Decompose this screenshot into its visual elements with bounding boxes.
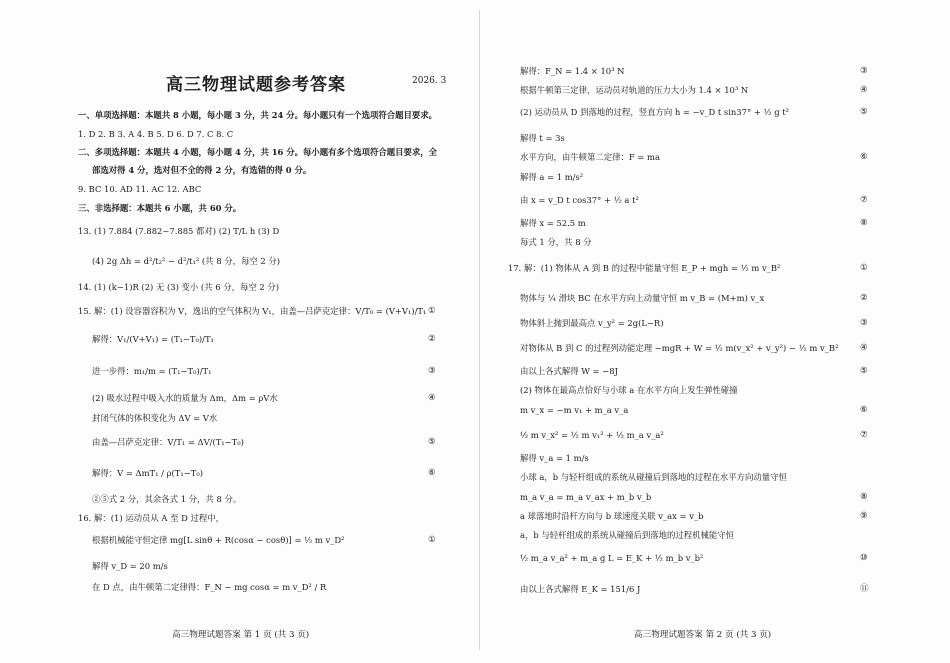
r-line: 每式 1 分，共 8 分 — [520, 237, 592, 247]
q15-line-4: (2) 吸水过程中吸入水的质量为 Δm，Δm = ρV水 — [92, 393, 278, 403]
page-divider — [479, 10, 480, 650]
q15-scoring-note: ②⑤式 2 分，其余各式 1 分，共 8 分。 — [92, 494, 242, 504]
r-line: a，b 与轻杆组成的系统从碰撞后到落地的过程机械能守恒 — [520, 530, 735, 540]
q17-intro: 17. 解：(1) 物体从 A 到 B 的过程中能量守恒 E_P + mgh = ½ m v_B² — [508, 263, 781, 273]
equation-mark: ③ — [860, 66, 868, 76]
equation-mark: ③ — [860, 318, 868, 328]
section-3-heading: 三、非选择题：本题共 6 小题，共 60 分。 — [78, 203, 242, 213]
q16-line-4: 在 D 点，由牛顿第二定律得：F_N − mg cosα = m v_D² / R — [92, 582, 327, 592]
q15-intro: 15. 解：(1) 设容器容积为 V，逸出的空气体积为 V₁，由盖—吕萨克定律：V/T₀ = (V+V₁)/T₁ — [78, 306, 427, 316]
r-line: 小球 a，b 与轻杆组成的系统从碰撞后到落地的过程在水平方向动量守恒 — [520, 472, 787, 482]
r-line: 由以上各式解得 W = −8J — [520, 366, 618, 376]
r-line: (2) 物体在最高点恰好与小球 a 在水平方向上发生弹性碰撞 — [520, 385, 738, 395]
equation-mark: ⑥ — [860, 152, 868, 162]
section-1-heading: 一、单项选择题：本题共 8 小题，每小题 3 分，共 24 分。每小题只有一个选项符合题目要求。 — [78, 110, 438, 120]
section-1-answers: 1. D 2. B 3. A 4. B 5. D 6. D 7. C 8. C — [78, 129, 234, 139]
section-2-heading: 二、多项选择题：本题共 4 小题，每小题 4 分，共 16 分。每小题有多个选项符合题目要求，全 — [78, 147, 438, 157]
exam-date: 2026. 3 — [412, 76, 447, 86]
q16-intro: 16. 解：(1) 运动员从 A 至 D 过程中， — [78, 513, 225, 523]
q15-line-6: 由盖—吕萨克定律：V/T₁ = ΔV/(T₁−T₀) — [92, 437, 244, 447]
r-line: m v_x = −m v₁ + m_a v_a — [520, 405, 629, 415]
q16-line-3: 解得 v_D = 20 m/s — [92, 561, 168, 571]
r-line: a 球落地时沿杆方向与 b 球速度关联 v_ax = v_b — [520, 511, 704, 521]
equation-mark: ⑧ — [860, 492, 868, 502]
r-line: (2) 运动员从 D 到落地的过程，竖直方向 h = −v_D t sin37° + ½ g t² — [520, 107, 790, 117]
q15-line-7: 解得：V = ΔmT₁ / ρ(T₁−T₀) — [92, 468, 203, 478]
equation-mark: ⑤ — [428, 437, 436, 447]
r-line: m_a v_a = m_a v_ax + m_b v_b — [520, 492, 652, 502]
equation-mark: ④ — [428, 393, 436, 403]
r-line: 对物体从 B 到 C 的过程列动能定理 −mgR + W = ½ m(v_x² + v_y²) − ½ m v_B² — [520, 343, 839, 353]
r-line: 水平方向，由牛顿第二定律：F = ma — [520, 152, 660, 162]
equation-mark: ⑦ — [860, 430, 868, 440]
r-line: 解得：F_N = 1.4 × 10³ N — [520, 66, 625, 76]
q13-line-2: (4) 2g Δh = d²/t₂² − d²/t₁² (共 8 分，每空 2 分) — [92, 256, 280, 266]
r-line: 解得 x = 52.5 m — [520, 218, 586, 228]
q16-line-2: 根据机械能守恒定律 mg[L sinθ + R(cosα − cosθ)] = ½ m v_D² — [92, 535, 345, 545]
r-line: 根据牛顿第三定律，运动员对轨道的压力大小为 1.4 × 10³ N — [520, 85, 749, 95]
r-line: ½ m_a v_a² + m_a g L = E_K + ½ m_b v_b² — [520, 553, 704, 563]
equation-mark: ⑧ — [860, 218, 868, 228]
equation-mark: ① — [860, 263, 868, 273]
page-title: 高三物理试题参考答案 — [166, 75, 346, 95]
q13-line-1: 13. (1) 7.884 (7.882~7.885 都对) (2) T/L h (3) D — [78, 226, 280, 236]
r-line: 物体斜上抛到最高点 v_y² = 2g(L−R) — [520, 318, 664, 328]
r-line: 解得 a = 1 m/s² — [520, 172, 584, 182]
page-footer: 高三物理试题答案 第 1 页 (共 3 页) — [172, 630, 310, 640]
r-line: ½ m v_x² = ½ m v₁² + ½ m_a v_a² — [520, 430, 664, 440]
section-2-answers: 9. BC 10. AD 11. AC 12. ABC — [78, 184, 202, 194]
r-line: 解得 v_a = 1 m/s — [520, 453, 589, 463]
equation-mark: ⑥ — [428, 468, 436, 478]
r-line: 由以上各式解得 E_K = 151/6 J — [520, 584, 641, 594]
equation-mark: ⑩ — [860, 553, 868, 563]
equation-mark: ④ — [860, 343, 868, 353]
page-footer: 高三物理试题答案 第 2 页 (共 3 页) — [634, 630, 772, 640]
equation-mark: ⑤ — [860, 366, 868, 376]
equation-mark: ⑨ — [860, 511, 868, 521]
section-2-heading-cont: 部选对得 4 分，选对但不全的得 2 分，有选错的得 0 分。 — [92, 165, 312, 175]
r-line: 物体与 ¼ 滑块 BC 在水平方向上动量守恒 m v_B = (M+m) v_x — [520, 293, 765, 303]
equation-mark: ② — [860, 293, 868, 303]
equation-mark: ③ — [428, 366, 436, 376]
equation-mark: ① — [428, 535, 436, 545]
equation-mark: ⑦ — [860, 195, 868, 205]
equation-mark: ⑪ — [860, 584, 869, 594]
q15-line-5: 封闭气体的体积变化为 ΔV = V水 — [92, 413, 218, 423]
q15-line-2: 解得：V₁/(V+V₁) = (T₁−T₀)/T₁ — [92, 334, 214, 344]
r-line: 解得 t = 3s — [520, 133, 565, 143]
equation-mark: ① — [428, 306, 436, 316]
equation-mark: ④ — [860, 85, 868, 95]
r-line: 由 x = v_D t cos37° + ½ a t² — [520, 195, 639, 205]
q14-line: 14. (1) (k−1)R (2) 无 (3) 变小 (共 6 分，每空 2 分) — [78, 282, 280, 292]
equation-mark: ⑤ — [860, 107, 868, 117]
equation-mark: ⑥ — [860, 405, 868, 415]
q15-line-3: 进一步得：m₁/m = (T₁−T₀)/T₁ — [92, 366, 212, 376]
answer-page-2 — [482, 0, 950, 663]
equation-mark: ② — [428, 334, 436, 344]
